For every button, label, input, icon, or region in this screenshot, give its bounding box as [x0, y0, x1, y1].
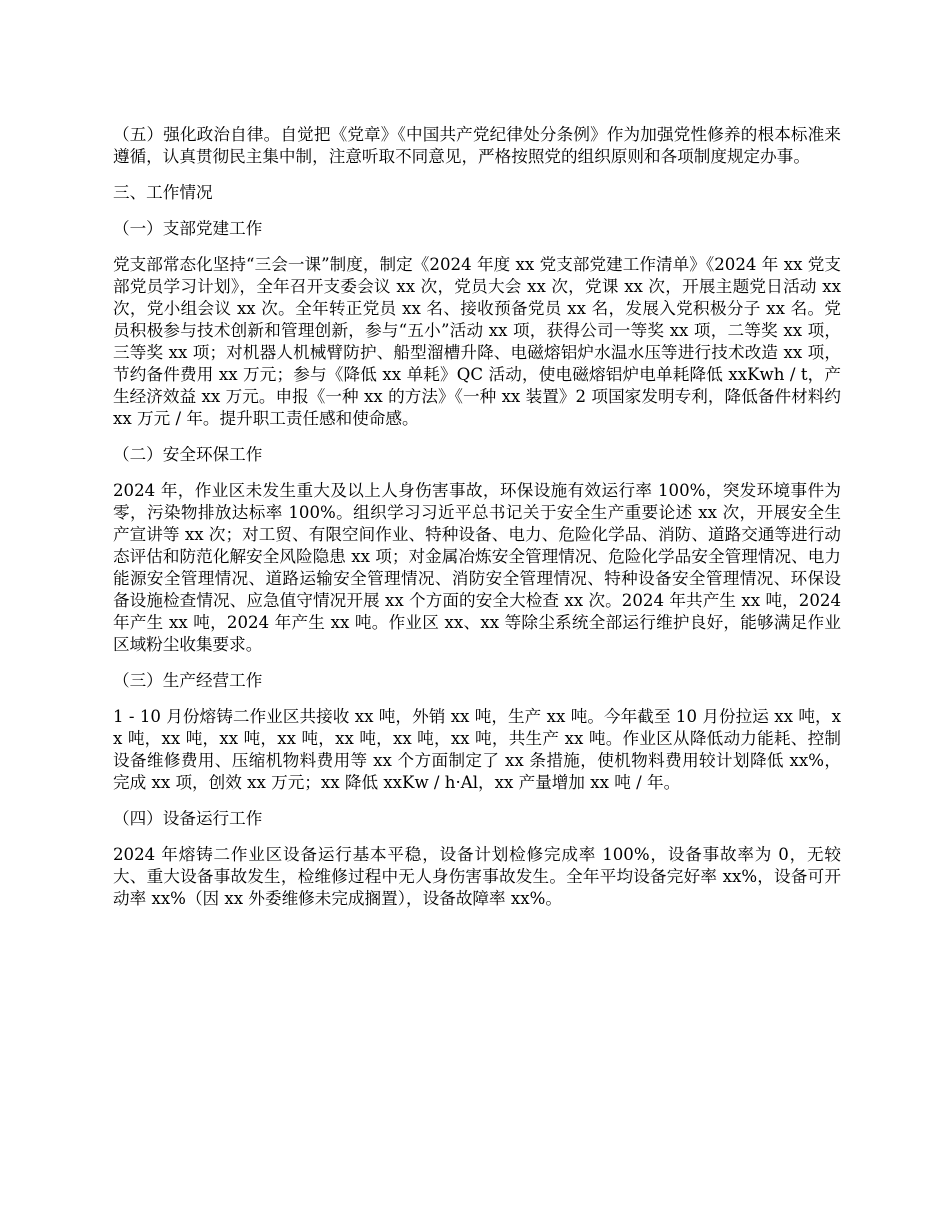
subheading-equipment-operation: （四）设备运行工作: [113, 809, 263, 828]
subheading-party-branch-work: （一）支部党建工作: [113, 219, 263, 238]
subheading-production-operations: （三）生产经营工作: [113, 671, 263, 690]
paragraph-political-discipline: （五）强化政治自律。自觉把《党章》《中国共产党纪律处分条例》作为加强党性修养的根本标准来遵循，认真贯彻民主集中制，注意听取不同意见，严格按照党的组织原则和各项制度规定办事。: [113, 125, 841, 166]
paragraph-safety-environment: 2024 年，作业区未发生重大及以上人身伤害事故，环保设施有效运行率 100%，突发环境事件为零，污染物排放达标率 100%。组织学习习近平总书记关于安全生产重要论述 xx 次，开展安全生产宣讲等 xx 次；对工贸、有限空间作业、特种设备、电力、危险化学品、消防、道路交通等进行动态评估和防范化解安全风险隐患 xx 项；对金属冶炼安全管理情况、危险化学品安全管理情况、电力能源安全管理情况、道路运输安全管理情况、消防安全管理情况、特种设备安全管理情况、环保设备设施检查情况、应急值守情况开展 xx 个方面的安全大检查 xx 次。2024 年共产生 xx 吨，2024 年产生 xx 吨，2024 年产生 xx 吨。作业区 xx、xx 等除尘系统全部运行维护良好，能够满足作业区域粉尘收集要求。: [113, 481, 841, 654]
document-body: [113, 124, 841, 924]
paragraph-equipment-operation: 2024 年熔铸二作业区设备运行基本平稳，设备计划检修完成率 100%，设备事故率为 0，无较大、重大设备事故发生，检维修过程中无人身伤害事故发生。全年平均设备完好率 xx%，设备可开动率 xx%（因 xx 外委维修未完成搁置），设备故障率 xx%。: [113, 845, 841, 908]
section-heading-work-status: 三、工作情况: [113, 183, 213, 202]
paragraph-party-branch-work: 党支部常态化坚持“三会一课”制度，制定《2024 年度 xx 党支部党建工作清单》《2024 年 xx 党支部党员学习计划》，全年召开支委会议 xx 次，党员大会 xx 次，党课 xx 次，开展主题党日活动 xx 次，党小组会议 xx 次。全年转正党员 xx 名、接收预备党员 xx 名，发展入党积极分子 xx 名。党员积极参与技术创新和管理创新，参与“五小”活动 xx 项，获得公司一等奖 xx 项，二等奖 xx 项，三等奖 xx 项；对机器人机械臂防护、船型溜槽升降、电磁熔铝炉水温水压等进行技术改造 xx 项，节约备件费用 xx 万元；参与《降低 xx 单耗》QC 活动，使电磁熔铝炉电单耗降低 xxKwh / t，产生经济效益 xx 万元。申报《一种 xx 的方法》《一种 xx 装置》2 项国家发明专利，降低备件材料约 xx 万元 / 年。提升职工责任感和使命感。: [113, 255, 841, 428]
subheading-safety-environment: （二）安全环保工作: [113, 445, 263, 464]
paragraph-production-operations: 1 - 10 月份熔铸二作业区共接收 xx 吨，外销 xx 吨，生产 xx 吨。今年截至 10 月份拉运 xx 吨，xx 吨，xx 吨，xx 吨，xx 吨，xx 吨，xx 吨，xx 吨，共生产 xx 吨。作业区从降低动力能耗、控制设备维修费用、压缩机物料费用等 xx 个方面制定了 xx 条措施，使机物料费用较计划降低 xx%，完成 xx 项，创效 xx 万元；xx 降低 xxKw / h·Al，xx 产量增加 xx 吨 / 年。: [113, 707, 841, 792]
